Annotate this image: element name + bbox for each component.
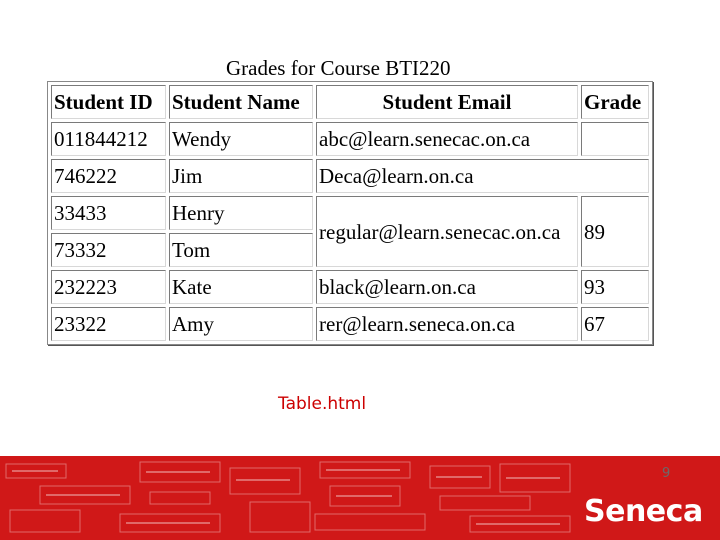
grades-table xyxy=(47,81,653,345)
header-student-email: Student Email xyxy=(316,85,578,119)
cell-student-email: rer@learn.seneca.on.ca xyxy=(316,307,578,341)
cell-student-id: 33433 xyxy=(51,196,166,230)
cell-student-id: 011844212 xyxy=(51,122,166,156)
table-header-row xyxy=(51,85,649,119)
cell-student-email: Deca@learn.on.ca xyxy=(316,159,649,193)
cell-student-name: Wendy xyxy=(169,122,313,156)
table-row xyxy=(51,307,649,341)
cell-student-id: 73332 xyxy=(51,233,166,267)
table-row xyxy=(51,270,649,304)
cell-grade: 93 xyxy=(581,270,649,304)
cell-student-name: Jim xyxy=(169,159,313,193)
header-student-id: Student ID xyxy=(51,85,166,119)
seneca-logo: Seneca xyxy=(584,494,703,529)
cell-student-name: Kate xyxy=(169,270,313,304)
file-name-label: Table.html xyxy=(278,394,367,414)
cell-student-email: regular@learn.senecac.on.ca xyxy=(316,196,578,267)
cell-student-id: 232223 xyxy=(51,270,166,304)
cell-grade: 89 xyxy=(581,196,649,267)
cell-student-email: black@learn.on.ca xyxy=(316,270,578,304)
table-row xyxy=(51,122,649,156)
cell-grade: 67 xyxy=(581,307,649,341)
cell-student-email: abc@learn.senecac.on.ca xyxy=(316,122,578,156)
cell-student-id: 746222 xyxy=(51,159,166,193)
cell-student-name: Amy xyxy=(169,307,313,341)
cell-grade xyxy=(581,122,649,156)
cell-student-name: Henry xyxy=(169,196,313,230)
slide-number: 9 xyxy=(662,466,671,481)
cell-student-id: 23322 xyxy=(51,307,166,341)
header-student-name: Student Name xyxy=(169,85,313,119)
table-caption: Grades for Course BTI220 xyxy=(226,56,451,80)
table-row xyxy=(51,196,649,230)
table-row xyxy=(51,159,649,193)
header-grade: Grade xyxy=(581,85,649,119)
cell-student-name: Tom xyxy=(169,233,313,267)
footer-collage-pattern xyxy=(0,456,580,540)
